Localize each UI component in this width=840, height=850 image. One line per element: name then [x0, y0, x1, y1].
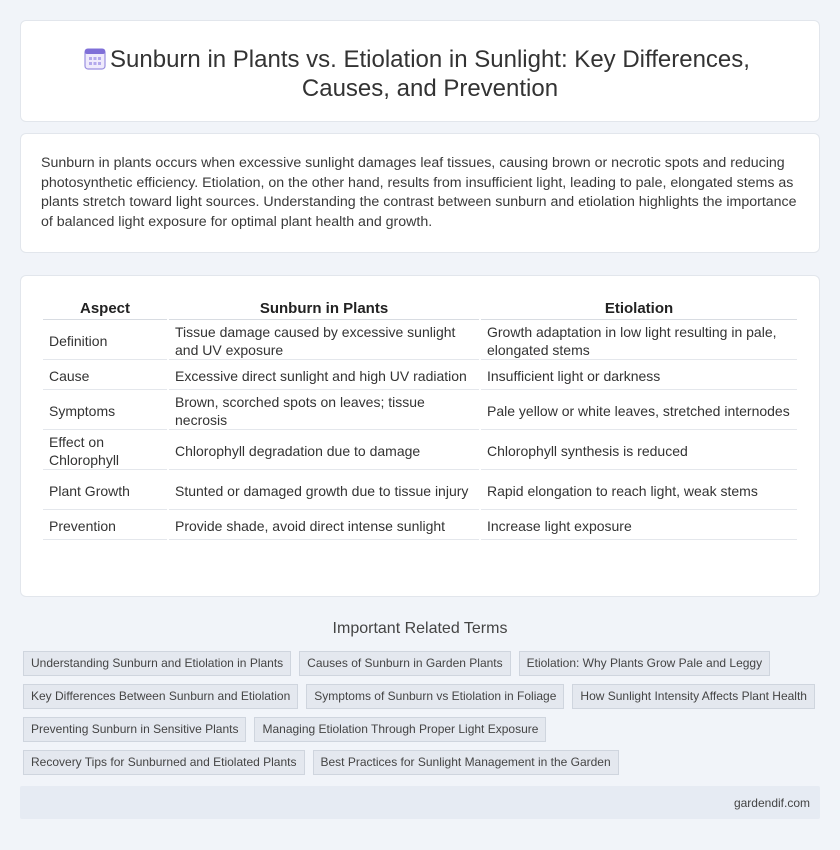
related-terms-heading: Important Related Terms: [332, 620, 508, 637]
row-sunburn: Provide shade, avoid direct intense sunlight: [169, 512, 479, 540]
row-sunburn: Excessive direct sunlight and high UV radiation: [169, 362, 479, 390]
row-etiolation: Chlorophyll synthesis is reduced: [481, 432, 797, 470]
related-term-link[interactable]: Recovery Tips for Sunburned and Etiolated Plants: [23, 750, 305, 775]
row-etiolation: Insufficient light or darkness: [481, 362, 797, 390]
table-row: [43, 392, 797, 430]
related-term-link[interactable]: Causes of Sunburn in Garden Plants: [299, 651, 510, 676]
table-row: [43, 362, 797, 390]
comparison-table-card: [20, 275, 820, 597]
row-aspect: Cause: [43, 362, 167, 390]
related-terms-list: [23, 651, 823, 775]
header-etiolation: Etiolation: [481, 298, 797, 320]
footer-bar: [20, 786, 820, 819]
table-row: [43, 512, 797, 540]
row-etiolation: Increase light exposure: [481, 512, 797, 540]
footer-site-link[interactable]: gardendif.com: [733, 796, 810, 810]
row-aspect: Plant Growth: [43, 472, 167, 510]
related-term-link[interactable]: Symptoms of Sunburn vs Etiolation in Foliage: [306, 684, 564, 709]
related-term-link[interactable]: Key Differences Between Sunburn and Etiolation: [23, 684, 298, 709]
row-aspect: Effect on Chlorophyll: [43, 432, 167, 470]
table-header-row: [43, 298, 797, 320]
related-term-link[interactable]: Managing Etiolation Through Proper Light Exposure: [254, 717, 546, 742]
row-sunburn: Brown, scorched spots on leaves; tissue necrosis: [169, 392, 479, 430]
row-aspect: Symptoms: [43, 392, 167, 430]
title-card: [20, 20, 820, 122]
row-sunburn: Stunted or damaged growth due to tissue injury: [169, 472, 479, 510]
related-term-link[interactable]: Best Practices for Sunlight Management in the Garden: [313, 750, 619, 775]
row-etiolation: Pale yellow or white leaves, stretched internodes: [481, 392, 797, 430]
summary-text: Sunburn in plants occurs when excessive sunlight damages leaf tissues, causing brown or necrotic spots and reducing photosynthetic efficiency. Etiolation, on the other hand, results from insufficient light, leading to pale, elongated stems as plants stretch toward light sources. Understanding the contrast between sunburn and etiolation highlights the importance of balanced light exposure for optimal plant health and growth.: [41, 155, 797, 230]
header-sunburn: Sunburn in Plants: [169, 298, 479, 320]
row-sunburn: Chlorophyll degradation due to damage: [169, 432, 479, 470]
page-title: Sunburn in Plants vs. Etiolation in Sunlight: Key Differences, Causes, and Prevention: [110, 46, 750, 102]
related-term-link[interactable]: How Sunlight Intensity Affects Plant Health: [572, 684, 815, 709]
related-term-link[interactable]: Etiolation: Why Plants Grow Pale and Leggy: [519, 651, 770, 676]
row-etiolation: Rapid elongation to reach light, weak stems: [481, 472, 797, 510]
summary-card: [20, 133, 820, 253]
related-term-link[interactable]: Preventing Sunburn in Sensitive Plants: [23, 717, 246, 742]
row-etiolation: Growth adaptation in low light resulting in pale, elongated stems: [481, 322, 797, 360]
header-aspect: Aspect: [43, 298, 167, 320]
row-aspect: Definition: [43, 322, 167, 360]
comparison-table: [41, 296, 799, 542]
table-row: [43, 322, 797, 360]
row-aspect: Prevention: [43, 512, 167, 540]
row-sunburn: Tissue damage caused by excessive sunlight and UV exposure: [169, 322, 479, 360]
table-row: [43, 432, 797, 470]
table-row: [43, 472, 797, 510]
related-term-link[interactable]: Understanding Sunburn and Etiolation in Plants: [23, 651, 291, 676]
